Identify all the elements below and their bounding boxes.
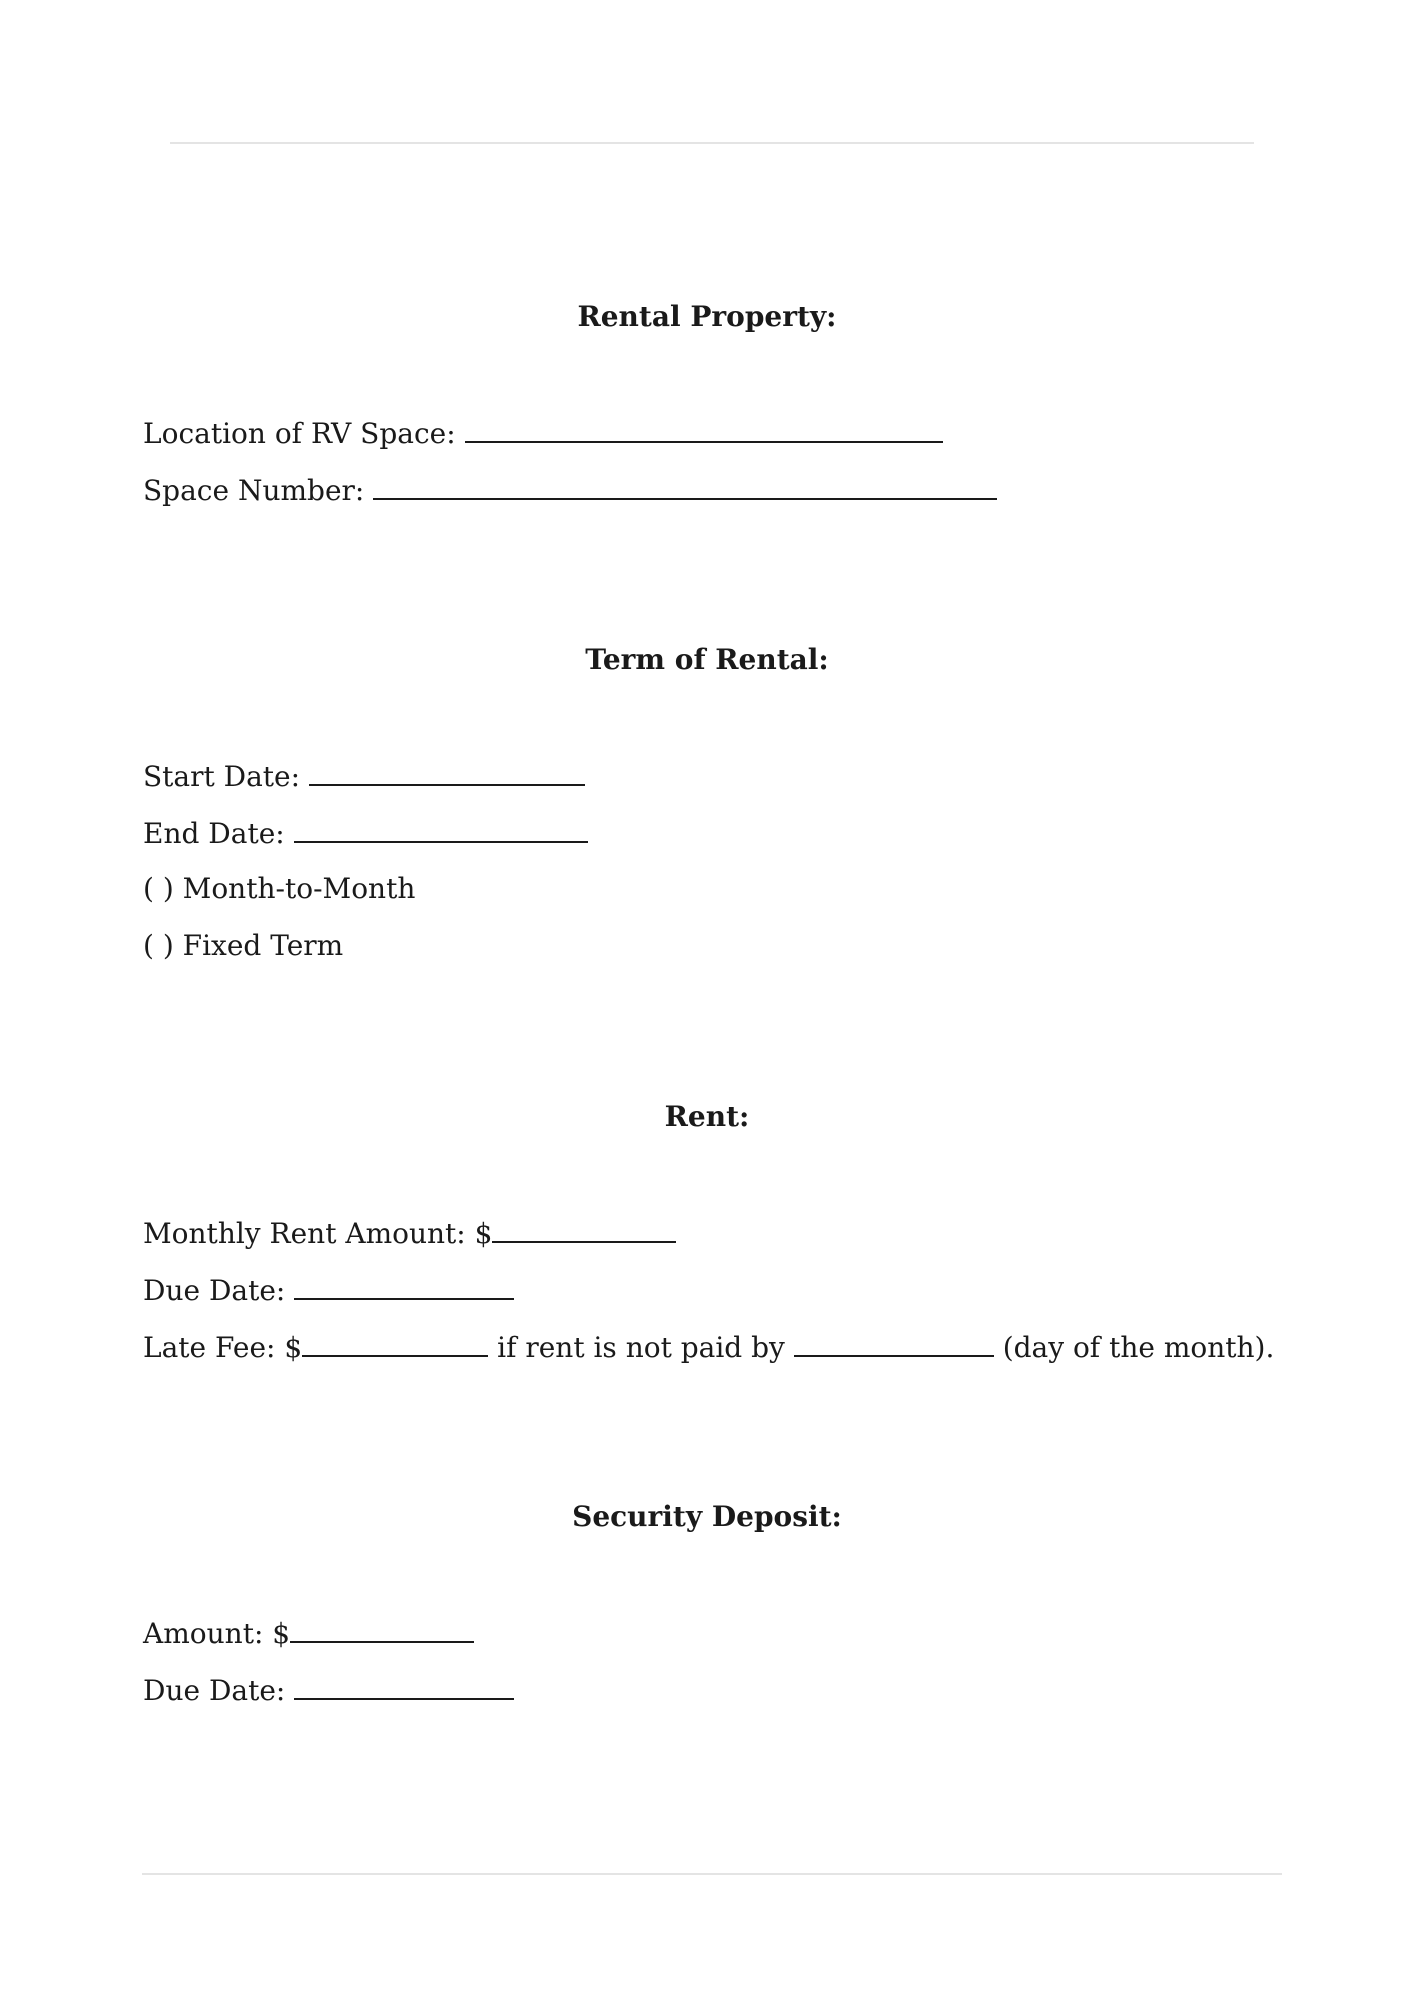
space-number-blank[interactable] (373, 472, 997, 500)
bottom-divider (142, 1873, 1282, 1875)
start-date-field (143, 758, 585, 794)
rental-property-heading: Rental Property: (577, 300, 837, 333)
fixed-term-option[interactable]: ( ) Fixed Term (143, 929, 344, 962)
monthly-rent-amount-label: Monthly Rent Amount: $ (143, 1217, 493, 1250)
term-of-rental-heading: Term of Rental: (585, 643, 829, 676)
end-date-blank[interactable] (294, 815, 588, 843)
rent-heading: Rent: (664, 1100, 750, 1133)
monthly-rent-amount-field (143, 1215, 676, 1251)
rent-due-date-field (143, 1272, 514, 1308)
start-date-blank[interactable] (309, 758, 585, 786)
security-deposit-heading: Security Deposit: (572, 1500, 842, 1533)
monthly-rent-amount-blank[interactable] (492, 1215, 676, 1243)
top-divider (170, 142, 1254, 144)
late-fee-field (143, 1329, 1274, 1365)
rent-due-date-label: Due Date: (143, 1274, 286, 1307)
location-of-rv-space-field (143, 415, 943, 451)
late-fee-middle-text: if rent is not paid by (497, 1331, 785, 1364)
space-number-field (143, 472, 997, 508)
location-of-rv-space-blank[interactable] (465, 415, 943, 443)
end-date-label: End Date: (143, 817, 285, 850)
start-date-label: Start Date: (143, 760, 301, 793)
space-number-label: Space Number: (143, 474, 365, 507)
late-fee-day-blank[interactable] (794, 1329, 994, 1357)
deposit-due-date-field (143, 1672, 514, 1708)
late-fee-label: Late Fee: $ (143, 1331, 303, 1364)
deposit-amount-field (143, 1615, 474, 1651)
end-date-field (143, 815, 588, 851)
late-fee-suffix-text: (day of the month). (1002, 1331, 1275, 1364)
location-of-rv-space-label: Location of RV Space: (143, 417, 456, 450)
deposit-amount-blank[interactable] (290, 1615, 474, 1643)
late-fee-amount-blank[interactable] (302, 1329, 488, 1357)
month-to-month-option[interactable]: ( ) Month-to-Month (143, 872, 416, 905)
deposit-due-date-blank[interactable] (294, 1672, 514, 1700)
deposit-due-date-label: Due Date: (143, 1674, 286, 1707)
rent-due-date-blank[interactable] (294, 1272, 514, 1300)
deposit-amount-label: Amount: $ (143, 1617, 291, 1650)
